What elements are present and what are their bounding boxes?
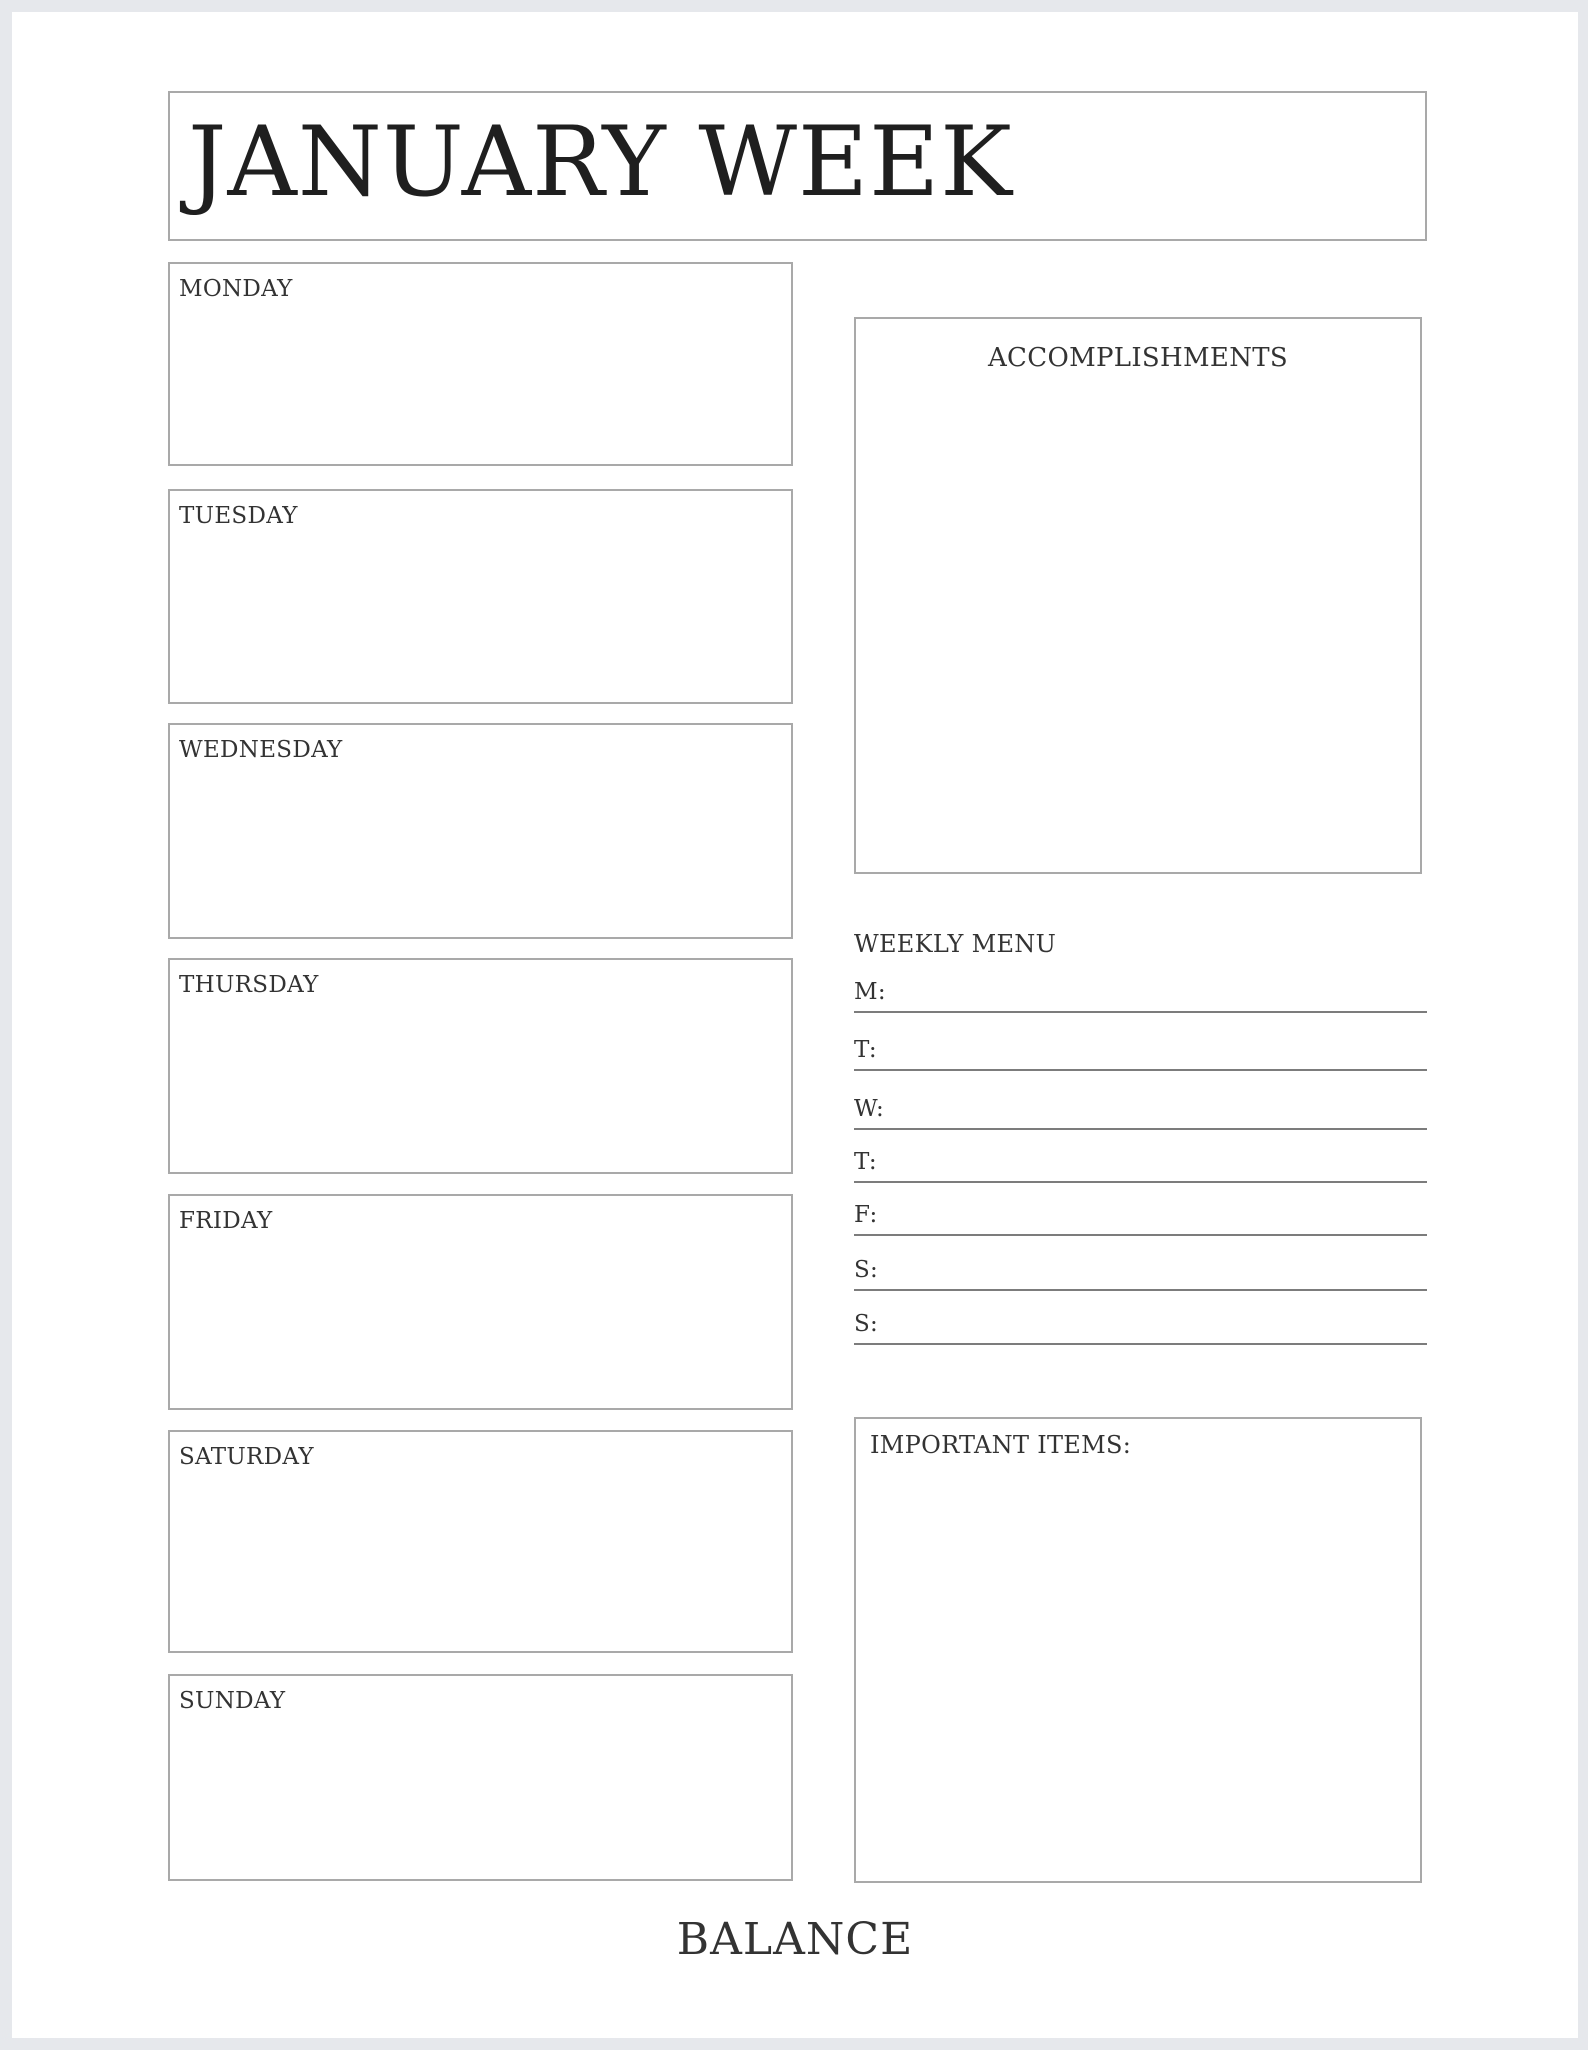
menu-row-tuesday[interactable] xyxy=(854,1027,1427,1071)
day-box-sunday[interactable] xyxy=(168,1674,793,1881)
menu-row-label: F: xyxy=(854,1202,878,1228)
important-items-box[interactable] xyxy=(854,1417,1422,1883)
menu-row-label: S: xyxy=(854,1257,879,1283)
title-box xyxy=(168,91,1427,241)
menu-row-wednesday[interactable] xyxy=(854,1086,1427,1130)
planner-page xyxy=(12,12,1578,2038)
day-box-thursday[interactable] xyxy=(168,958,793,1174)
menu-row-label: S: xyxy=(854,1311,879,1337)
menu-row-saturday[interactable] xyxy=(854,1250,1427,1291)
menu-row-thursday[interactable] xyxy=(854,1146,1427,1183)
day-label-wednesday: WEDNESDAY xyxy=(179,737,343,763)
important-items-label: IMPORTANT ITEMS: xyxy=(870,1431,1132,1459)
day-label-friday: FRIDAY xyxy=(179,1208,273,1234)
day-label-thursday: THURSDAY xyxy=(179,972,319,998)
menu-row-label: T: xyxy=(854,1149,877,1175)
page-title: JANUARY WEEK xyxy=(188,106,1013,218)
footer-balance: BALANCE xyxy=(676,1914,914,1965)
day-label-tuesday: TUESDAY xyxy=(179,503,298,529)
menu-row-monday[interactable] xyxy=(854,970,1427,1013)
day-box-friday[interactable] xyxy=(168,1194,793,1410)
accomplishments-box[interactable] xyxy=(854,317,1422,874)
day-box-wednesday[interactable] xyxy=(168,723,793,939)
day-label-monday: MONDAY xyxy=(179,276,293,302)
day-box-saturday[interactable] xyxy=(168,1430,793,1653)
day-label-sunday: SUNDAY xyxy=(179,1688,286,1714)
menu-row-sunday[interactable] xyxy=(854,1304,1427,1345)
menu-row-label: M: xyxy=(854,979,886,1005)
menu-row-friday[interactable] xyxy=(854,1197,1427,1236)
menu-row-label: W: xyxy=(854,1096,884,1122)
day-box-monday[interactable] xyxy=(168,262,793,466)
menu-row-label: T: xyxy=(854,1037,877,1063)
accomplishments-label: ACCOMPLISHMENTS xyxy=(987,343,1289,373)
day-box-tuesday[interactable] xyxy=(168,489,793,704)
day-label-saturday: SATURDAY xyxy=(179,1444,314,1470)
weekly-menu-title: WEEKLY MENU xyxy=(854,930,1057,958)
